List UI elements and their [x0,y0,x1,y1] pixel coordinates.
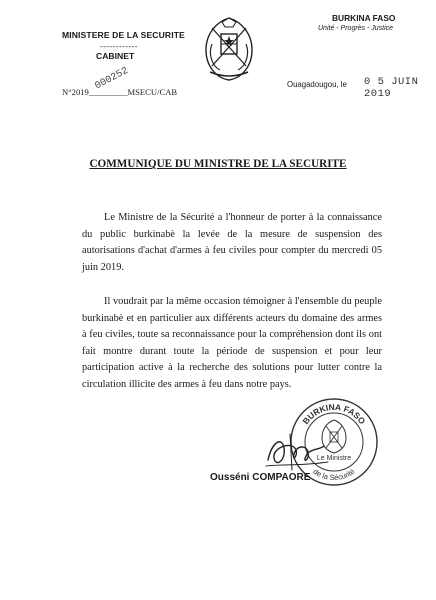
seal-top-text: BURKINA FASO [300,401,368,427]
handwritten-signature [262,420,332,480]
signatory-last-name: COMPAORE [252,472,311,483]
document-title: COMMUNIQUE DU MINISTRE DE LA SECURITE [89,158,347,170]
paragraph-text: Il voudrait par la même occasion témoigner à l'ensemble du peuple burkinabè et en particulier aux différents acteurs du domaine des armes à feu civiles, toute sa reconnaissance pour la compréhension dont ils ont fait montre durant toute la période de suspension et pour leur participation active à la recherche des solutions pour lutter contre la circulation illicite des armes à feu dans notre pays. [82,296,382,390]
signatory-name [210,472,310,483]
national-motto: Unité - Progrès - Justice [318,25,394,32]
seal-middle-text: Le Ministre [316,455,352,462]
reference-stamp: 000252 [93,65,131,93]
ministry-name: MINISTERE DE LA SECURITE [62,30,185,40]
coat-of-arms-icon [198,14,260,84]
country-name: BURKINA FASO [332,13,396,23]
paragraph-text: Le Ministre de la Sécurité a l'honneur de porter à la connaissance du public burkinabè la levée de la mesure de suspension des autorisations d'achat d'armes à feu civiles pour compter du mercredi 05 juin 2019. [82,212,382,273]
body-paragraph [82,294,382,393]
signatory-first-name: Ousséni [210,472,250,483]
seal-bottom-text: de la Sécurité [311,466,357,483]
header-separator: ------------ [100,42,138,51]
dateline-place: Ouagadougou, le [287,80,347,89]
body-paragraph [82,210,382,276]
cabinet-label: CABINET [96,51,135,61]
reference-number: N°2019_________MSECU/CAB [62,87,178,97]
date-stamp: 0 5 JUIN 2019 [364,76,419,100]
